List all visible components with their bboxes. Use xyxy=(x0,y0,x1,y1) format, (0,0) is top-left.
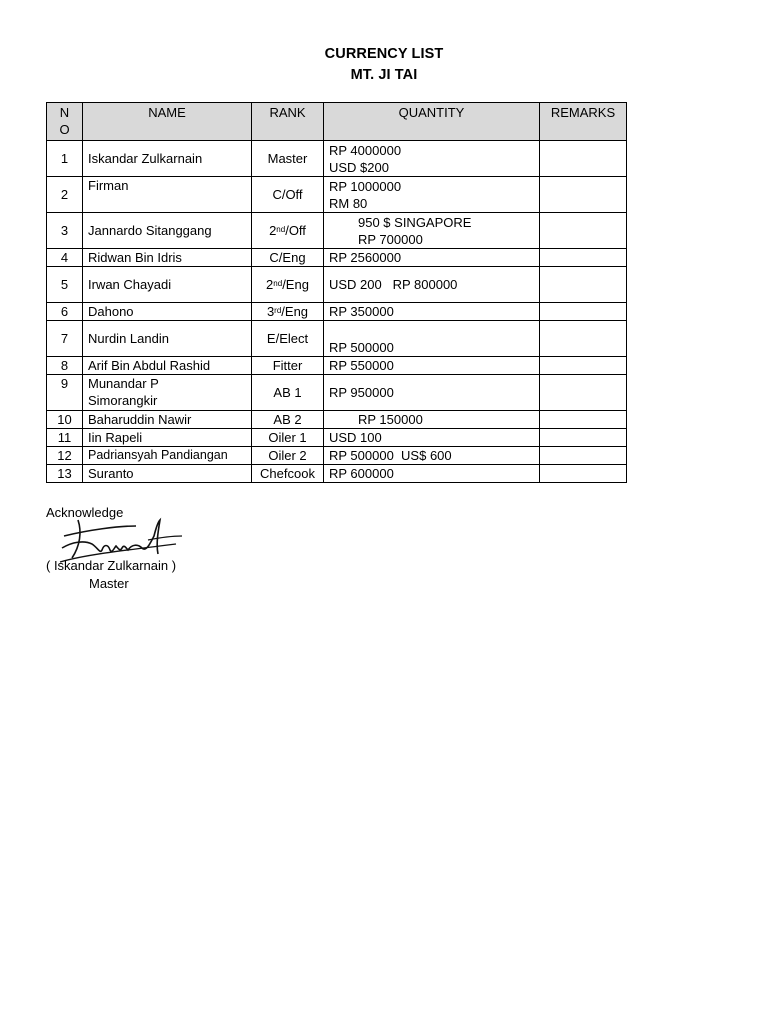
row-rank: Chefcook xyxy=(252,465,324,483)
table-row xyxy=(47,249,627,267)
table-row xyxy=(47,447,627,465)
row-no: 3 xyxy=(47,213,83,249)
row-name: Baharuddin Nawir xyxy=(83,411,252,429)
row-quantity: 950 $ SINGAPORE RP 700000 xyxy=(324,213,540,249)
row-rank: 2nd/Off xyxy=(252,213,324,249)
row-quantity: RP 4000000 USD $200 xyxy=(324,141,540,177)
row-name: Ridwan Bin Idris xyxy=(83,249,252,267)
row-name: Jannardo Sitanggang xyxy=(83,213,252,249)
row-no: 2 xyxy=(47,177,83,213)
signatory-name: ( Iskandar Zulkarnain ) xyxy=(46,558,177,573)
row-no: 8 xyxy=(47,357,83,375)
table-header-row xyxy=(47,103,627,141)
row-no: 9 xyxy=(47,375,83,411)
table-row xyxy=(47,375,627,411)
row-name: Iin Rapeli xyxy=(83,429,252,447)
row-no: 11 xyxy=(47,429,83,447)
row-rank: C/Off xyxy=(252,177,324,213)
row-rank: Fitter xyxy=(252,357,324,375)
row-name: Firman xyxy=(83,177,252,213)
row-remarks xyxy=(540,303,627,321)
row-remarks xyxy=(540,465,627,483)
row-rank: Oiler 1 xyxy=(252,429,324,447)
row-quantity: RP 150000 xyxy=(324,411,540,429)
row-no: 5 xyxy=(47,267,83,303)
acknowledge-label: Acknowledge xyxy=(46,505,124,520)
row-no: 1 xyxy=(47,141,83,177)
row-rank: Master xyxy=(252,141,324,177)
row-name: Dahono xyxy=(83,303,252,321)
row-quantity: RP 500000 xyxy=(324,321,540,357)
header-name: NAME xyxy=(83,103,252,141)
row-rank: AB 1 xyxy=(252,375,324,411)
row-quantity: RP 600000 xyxy=(324,465,540,483)
row-remarks xyxy=(540,213,627,249)
row-no: 4 xyxy=(47,249,83,267)
row-quantity: RP 2560000 xyxy=(324,249,540,267)
row-quantity: RP 1000000 RM 80 xyxy=(324,177,540,213)
row-remarks xyxy=(540,357,627,375)
header-no: N O xyxy=(47,103,83,141)
table-row xyxy=(47,429,627,447)
signatory-rank: Master xyxy=(89,576,129,591)
row-no: 6 xyxy=(47,303,83,321)
row-no: 10 xyxy=(47,411,83,429)
row-name: Irwan Chayadi xyxy=(83,267,252,303)
row-remarks xyxy=(540,249,627,267)
header-rank: RANK xyxy=(252,103,324,141)
row-name: Padriansyah Pandiangan xyxy=(83,447,252,465)
row-rank: E/Elect xyxy=(252,321,324,357)
row-quantity: RP 550000 xyxy=(324,357,540,375)
table-row xyxy=(47,357,627,375)
row-no: 12 xyxy=(47,447,83,465)
row-quantity: RP 350000 xyxy=(324,303,540,321)
vessel-name: MT. JI TAI xyxy=(350,67,418,83)
row-quantity: USD 100 xyxy=(324,429,540,447)
row-no: 13 xyxy=(47,465,83,483)
row-remarks xyxy=(540,177,627,213)
row-name: Iskandar Zulkarnain xyxy=(83,141,252,177)
row-remarks xyxy=(540,447,627,465)
table-row xyxy=(47,141,627,177)
row-remarks xyxy=(540,375,627,411)
row-quantity: RP 500000 US$ 600 xyxy=(324,447,540,465)
row-remarks xyxy=(540,321,627,357)
row-rank: 2nd/Eng xyxy=(252,267,324,303)
row-name: Nurdin Landin xyxy=(83,321,252,357)
row-remarks xyxy=(540,411,627,429)
row-rank: 3rd/Eng xyxy=(252,303,324,321)
row-remarks xyxy=(540,141,627,177)
row-no: 7 xyxy=(47,321,83,357)
document-title: CURRENCY LIST xyxy=(324,46,444,62)
table-row xyxy=(47,213,627,249)
row-remarks xyxy=(540,267,627,303)
row-name: Arif Bin Abdul Rashid xyxy=(83,357,252,375)
row-quantity: RP 950000 xyxy=(324,375,540,411)
row-remarks xyxy=(540,429,627,447)
table-row xyxy=(47,267,627,303)
currency-table xyxy=(46,102,627,483)
row-rank: AB 2 xyxy=(252,411,324,429)
row-rank: Oiler 2 xyxy=(252,447,324,465)
row-name: Munandar P Simorangkir xyxy=(83,375,252,411)
table-row xyxy=(47,177,627,213)
row-rank: C/Eng xyxy=(252,249,324,267)
table-row xyxy=(47,321,627,357)
table-row xyxy=(47,465,627,483)
row-name: Suranto xyxy=(83,465,252,483)
table-row xyxy=(47,303,627,321)
table-row xyxy=(47,411,627,429)
row-quantity: USD 200 RP 800000 xyxy=(324,267,540,303)
header-quantity: QUANTITY xyxy=(324,103,540,141)
header-remarks: REMARKS xyxy=(540,103,627,141)
